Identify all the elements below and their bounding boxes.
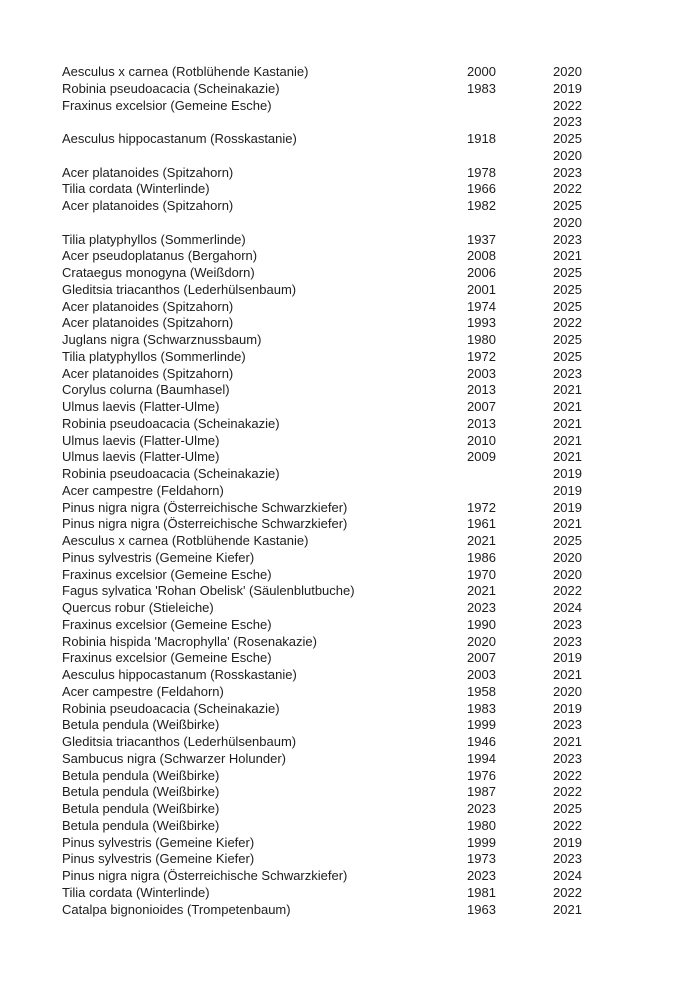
tree-name: Betula pendula (Weißbirke) xyxy=(62,784,220,800)
table-row xyxy=(62,634,680,651)
table-row xyxy=(62,148,680,165)
planting-year: 2009 xyxy=(467,449,496,465)
record-year: 2021 xyxy=(553,399,582,414)
planting-year: 2001 xyxy=(467,281,496,297)
record-year: 2019 xyxy=(553,80,582,96)
record-year: 2019 xyxy=(553,650,582,666)
table-row xyxy=(62,265,680,282)
record-year: 2025 xyxy=(553,298,582,314)
planting-year: 1963 xyxy=(467,901,496,917)
record-year: 2025 xyxy=(553,131,582,146)
record-year: 2021 xyxy=(553,449,582,465)
tree-name: Fraxinus excelsior (Gemeine Esche) xyxy=(62,650,272,666)
planting-year: 2003 xyxy=(467,667,496,682)
planting-year: 2003 xyxy=(467,365,496,381)
planting-year: 2000 xyxy=(467,64,496,79)
record-year: 2025 xyxy=(553,332,582,347)
tree-name: Fagus sylvatica 'Rohan Obelisk' (Säulenblutbuche) xyxy=(62,583,355,599)
record-year: 2023 xyxy=(553,633,582,649)
table-row xyxy=(62,98,680,115)
table-row xyxy=(62,885,680,902)
record-year: 2023 xyxy=(553,616,582,632)
planting-year: 2007 xyxy=(467,399,496,414)
record-year: 2022 xyxy=(553,583,582,599)
table-row xyxy=(62,64,680,81)
planting-year: 1999 xyxy=(467,717,496,733)
tree-name: Pinus nigra nigra (Österreichische Schwarzkiefer) xyxy=(62,868,348,883)
table-row xyxy=(62,131,680,148)
table-row xyxy=(62,500,680,517)
tree-name: Tilia platyphyllos (Sommerlinde) xyxy=(62,231,246,247)
record-year: 2022 xyxy=(553,817,582,833)
tree-name: Gleditsia triacanthos (Lederhülsenbaum) xyxy=(62,281,297,297)
tree-name: Acer platanoides (Spitzahorn) xyxy=(62,298,234,314)
table-row xyxy=(62,349,680,366)
planting-year: 1974 xyxy=(467,298,496,314)
tree-name: Quercus robur (Stieleiche) xyxy=(62,600,214,615)
tree-name: Betula pendula (Weißbirke) xyxy=(62,817,220,833)
table-row xyxy=(62,751,680,768)
record-year: 2025 xyxy=(553,265,582,280)
table-row xyxy=(62,315,680,332)
table-row xyxy=(62,717,680,734)
record-year: 2023 xyxy=(553,851,582,867)
planting-year: 2021 xyxy=(467,583,496,599)
planting-year: 1983 xyxy=(467,80,496,96)
tree-name: Juglans nigra (Schwarznussbaum) xyxy=(62,332,262,347)
planting-year: 1972 xyxy=(467,348,496,364)
record-year: 2021 xyxy=(553,248,582,264)
planting-year: 1987 xyxy=(467,784,496,800)
planting-year: 1980 xyxy=(467,817,496,833)
table-row xyxy=(62,483,680,500)
planting-year: 1976 xyxy=(467,767,496,783)
planting-year: 1978 xyxy=(467,164,496,180)
record-year: 2025 xyxy=(553,348,582,364)
record-year: 2024 xyxy=(553,600,582,615)
record-year: 2022 xyxy=(553,315,582,331)
planting-year: 1918 xyxy=(467,131,496,146)
table-row xyxy=(62,650,680,667)
record-year: 2025 xyxy=(553,801,582,816)
tree-name: Fraxinus excelsior (Gemeine Esche) xyxy=(62,616,272,632)
table-row xyxy=(62,734,680,751)
table-row xyxy=(62,114,680,131)
record-year: 2023 xyxy=(553,114,582,130)
record-year: 2019 xyxy=(553,700,582,716)
planting-year: 1970 xyxy=(467,566,496,582)
tree-name: Betula pendula (Weißbirke) xyxy=(62,801,220,816)
tree-name: Betula pendula (Weißbirke) xyxy=(62,767,220,783)
table-row xyxy=(62,433,680,450)
planting-year: 1980 xyxy=(467,332,496,347)
record-year: 2019 xyxy=(553,466,582,481)
table-row xyxy=(62,851,680,868)
record-year: 2021 xyxy=(553,734,582,749)
record-year: 2022 xyxy=(553,784,582,800)
record-year: 2023 xyxy=(553,750,582,766)
record-year: 2021 xyxy=(553,667,582,682)
tree-name: Robinia pseudoacacia (Scheinakazie) xyxy=(62,415,280,431)
table-row xyxy=(62,902,680,919)
record-year: 2019 xyxy=(553,499,582,515)
tree-name: Ulmus laevis (Flatter-Ulme) xyxy=(62,449,220,465)
planting-year: 1961 xyxy=(467,516,496,532)
record-year: 2019 xyxy=(553,834,582,850)
tree-name: Fraxinus excelsior (Gemeine Esche) xyxy=(62,97,272,113)
tree-name: Betula pendula (Weißbirke) xyxy=(62,717,220,733)
planting-year: 1993 xyxy=(467,315,496,331)
tree-name: Tilia platyphyllos (Sommerlinde) xyxy=(62,348,246,364)
table-row xyxy=(62,533,680,550)
planting-year: 2013 xyxy=(467,415,496,431)
tree-name: Pinus sylvestris (Gemeine Kiefer) xyxy=(62,851,255,867)
planting-year: 2020 xyxy=(467,633,496,649)
planting-year: 1999 xyxy=(467,834,496,850)
tree-name: Acer campestre (Feldahorn) xyxy=(62,683,224,699)
table-row xyxy=(62,198,680,215)
tree-table xyxy=(62,64,680,918)
table-row xyxy=(62,550,680,567)
table-row xyxy=(62,81,680,98)
table-row xyxy=(62,868,680,885)
table-row xyxy=(62,332,680,349)
tree-name: Robinia hispida 'Macrophylla' (Rosenakazie) xyxy=(62,633,317,649)
planting-year: 1994 xyxy=(467,750,496,766)
planting-year: 2023 xyxy=(467,801,496,816)
planting-year: 2023 xyxy=(467,600,496,615)
table-row xyxy=(62,784,680,801)
table-row xyxy=(62,215,680,232)
table-row xyxy=(62,382,680,399)
planting-year: 1983 xyxy=(467,700,496,716)
table-row xyxy=(62,835,680,852)
planting-year: 1958 xyxy=(467,683,496,699)
planting-year: 1986 xyxy=(467,549,496,565)
record-year: 2020 xyxy=(553,683,582,699)
record-year: 2022 xyxy=(553,884,582,900)
record-year: 2021 xyxy=(553,516,582,532)
planting-year: 1982 xyxy=(467,198,496,213)
table-row xyxy=(62,583,680,600)
table-row xyxy=(62,818,680,835)
table-row xyxy=(62,282,680,299)
table-row xyxy=(62,466,680,483)
tree-name: Corylus colurna (Baumhasel) xyxy=(62,382,230,398)
tree-name: Tilia cordata (Winterlinde) xyxy=(62,181,210,197)
record-year: 2025 xyxy=(553,198,582,213)
tree-name: Ulmus laevis (Flatter-Ulme) xyxy=(62,432,220,448)
record-year: 2019 xyxy=(553,482,582,498)
tree-name: Robinia pseudoacacia (Scheinakazie) xyxy=(62,466,280,481)
record-year: 2022 xyxy=(553,181,582,197)
record-year: 2023 xyxy=(553,365,582,381)
record-year: 2021 xyxy=(553,415,582,431)
table-row xyxy=(62,232,680,249)
tree-name: Aesculus x carnea (Rotblühende Kastanie) xyxy=(62,64,309,79)
tree-name: Acer platanoides (Spitzahorn) xyxy=(62,315,234,331)
tree-name: Robinia pseudoacacia (Scheinakazie) xyxy=(62,700,280,716)
tree-name: Tilia cordata (Winterlinde) xyxy=(62,884,210,900)
planting-year: 1966 xyxy=(467,181,496,197)
table-row xyxy=(62,684,680,701)
planting-year: 2006 xyxy=(467,265,496,280)
table-row xyxy=(62,701,680,718)
planting-year: 1946 xyxy=(467,734,496,749)
table-row xyxy=(62,449,680,466)
table-row xyxy=(62,181,680,198)
record-year: 2020 xyxy=(553,64,582,79)
planting-year: 2013 xyxy=(467,382,496,398)
planting-year: 1973 xyxy=(467,851,496,867)
tree-name: Pinus sylvestris (Gemeine Kiefer) xyxy=(62,549,255,565)
planting-year: 2023 xyxy=(467,868,496,883)
table-row xyxy=(62,667,680,684)
table-row xyxy=(62,299,680,316)
tree-name: Acer platanoides (Spitzahorn) xyxy=(62,365,234,381)
tree-name: Aesculus hippocastanum (Rosskastanie) xyxy=(62,131,297,146)
planting-year: 2021 xyxy=(467,533,496,548)
table-row xyxy=(62,416,680,433)
tree-name: Catalpa bignonioides (Trompetenbaum) xyxy=(62,901,291,917)
table-row xyxy=(62,516,680,533)
planting-year: 2007 xyxy=(467,650,496,666)
planting-year: 1990 xyxy=(467,616,496,632)
planting-year: 2008 xyxy=(467,248,496,264)
tree-name: Acer campestre (Feldahorn) xyxy=(62,482,224,498)
tree-name: Gleditsia triacanthos (Lederhülsenbaum) xyxy=(62,734,297,749)
record-year: 2021 xyxy=(553,382,582,398)
table-row xyxy=(62,768,680,785)
table-row xyxy=(62,399,680,416)
tree-name: Ulmus laevis (Flatter-Ulme) xyxy=(62,399,220,414)
tree-name: Crataegus monogyna (Weißdorn) xyxy=(62,265,255,280)
record-year: 2021 xyxy=(553,901,582,917)
tree-name: Sambucus nigra (Schwarzer Holunder) xyxy=(62,750,286,766)
record-year: 2021 xyxy=(553,432,582,448)
record-year: 2025 xyxy=(553,533,582,548)
tree-name: Acer pseudoplatanus (Bergahorn) xyxy=(62,248,258,264)
tree-name: Acer platanoides (Spitzahorn) xyxy=(62,164,234,180)
tree-name: Robinia pseudoacacia (Scheinakazie) xyxy=(62,80,280,96)
table-row xyxy=(62,165,680,182)
record-year: 2022 xyxy=(553,97,582,113)
table-row xyxy=(62,248,680,265)
planting-year: 2010 xyxy=(467,432,496,448)
record-year: 2025 xyxy=(553,281,582,297)
record-year: 2020 xyxy=(553,214,582,230)
record-year: 2020 xyxy=(553,549,582,565)
record-year: 2020 xyxy=(553,147,582,163)
tree-name: Aesculus x carnea (Rotblühende Kastanie) xyxy=(62,533,309,548)
record-year: 2023 xyxy=(553,717,582,733)
table-row xyxy=(62,567,680,584)
tree-name: Acer platanoides (Spitzahorn) xyxy=(62,198,234,213)
table-row xyxy=(62,801,680,818)
planting-year: 1981 xyxy=(467,884,496,900)
record-year: 2024 xyxy=(553,868,582,883)
table-row xyxy=(62,600,680,617)
record-year: 2022 xyxy=(553,767,582,783)
table-row xyxy=(62,366,680,383)
record-year: 2020 xyxy=(553,566,582,582)
record-year: 2023 xyxy=(553,164,582,180)
planting-year: 1972 xyxy=(467,499,496,515)
table-row xyxy=(62,617,680,634)
record-year: 2023 xyxy=(553,231,582,247)
planting-year: 1937 xyxy=(467,231,496,247)
tree-name: Pinus nigra nigra (Österreichische Schwarzkiefer) xyxy=(62,516,348,532)
tree-name: Fraxinus excelsior (Gemeine Esche) xyxy=(62,566,272,582)
tree-name: Pinus nigra nigra (Österreichische Schwarzkiefer) xyxy=(62,499,348,515)
tree-name: Aesculus hippocastanum (Rosskastanie) xyxy=(62,667,297,682)
tree-name: Pinus sylvestris (Gemeine Kiefer) xyxy=(62,834,255,850)
